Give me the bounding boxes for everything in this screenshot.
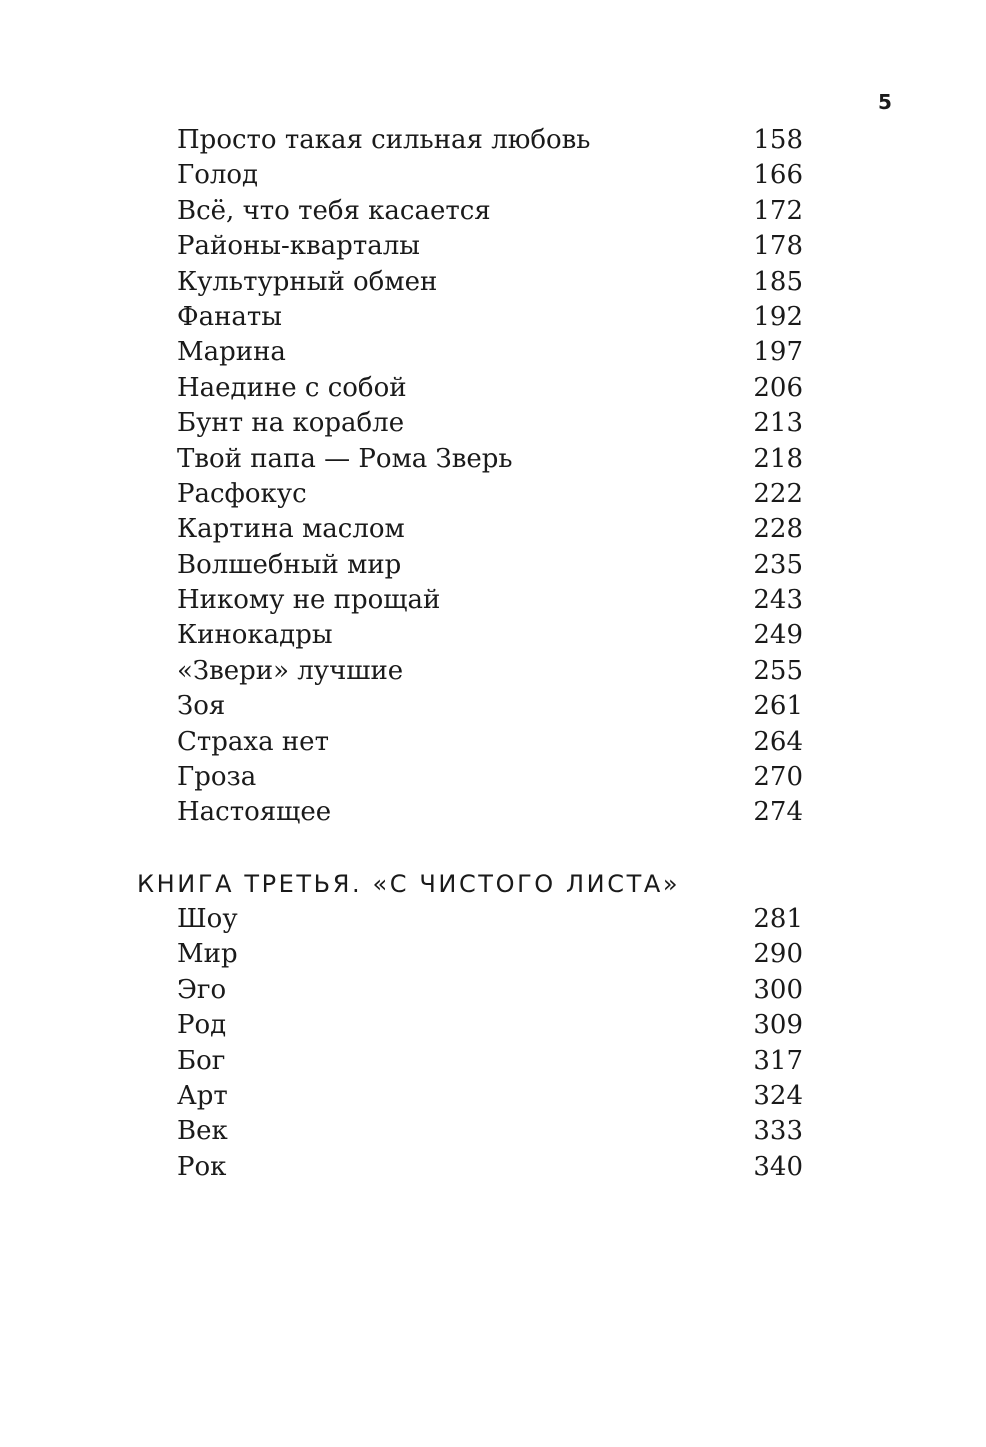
toc-entry (177, 123, 803, 158)
toc-entry-page-number: 228 (753, 514, 803, 545)
toc-entry-page-number: 172 (753, 195, 803, 226)
toc-entry-page-number: 281 (753, 904, 803, 934)
toc-entry-title: Всё, что тебя касается (177, 195, 491, 226)
toc-entry-title: Марина (177, 337, 286, 368)
toc-entry-page-number: 290 (753, 939, 803, 970)
toc-entry-title: Наедине с собой (177, 372, 407, 403)
toc-entry (177, 973, 803, 1008)
toc-entry (177, 1008, 803, 1043)
toc-entry-title: Никому не прощай (177, 585, 441, 616)
toc-entry (177, 512, 803, 547)
toc-entry-title: Мир (177, 939, 238, 970)
toc-entry-title: Голод (177, 160, 259, 191)
toc-entry (177, 371, 803, 406)
toc-entry-page-number: 300 (753, 974, 803, 1005)
toc-entry-title: Эго (177, 974, 227, 1005)
toc-entry (177, 548, 803, 583)
toc-entry-page-number: 197 (753, 337, 803, 368)
toc-entry-page-number: 340 (753, 1151, 803, 1182)
toc-entry-page-number: 178 (753, 231, 803, 262)
toc-entry-title: Настоящее (177, 797, 332, 828)
toc-entry-page-number: 243 (753, 585, 803, 616)
toc-entry-title: «Звери» лучшие (177, 655, 404, 686)
toc-entry-title: Районы-кварталы (177, 231, 420, 262)
toc-entry-page-number: 270 (753, 762, 803, 793)
toc-entry (177, 725, 803, 760)
toc-entry-page-number: 264 (753, 726, 803, 757)
toc-entry (177, 583, 803, 618)
page-number: 5 (878, 90, 892, 114)
toc-entry (177, 654, 803, 689)
toc-entry-page-number: 317 (753, 1045, 803, 1076)
toc-entry-page-number: 249 (753, 620, 803, 651)
toc-entry-title: Шоу (177, 904, 238, 934)
toc-entry (177, 1079, 803, 1114)
toc-entry (177, 406, 803, 441)
toc-entry-page-number: 166 (753, 160, 803, 191)
toc-entry (177, 618, 803, 653)
toc-entry (177, 477, 803, 512)
toc-entry (177, 265, 803, 300)
toc-entry-title: Страха нет (177, 726, 329, 757)
section-heading-book-three: КНИГА ТРЕТЬЯ. «С ЧИСТОГО ЛИСТА» (137, 870, 681, 898)
toc-entry-page-number: 255 (753, 655, 803, 686)
toc-entry (177, 1114, 803, 1149)
toc-entry-page-number: 261 (753, 691, 803, 722)
toc-entry-page-number: 218 (753, 443, 803, 474)
toc-entry (177, 689, 803, 724)
toc-entry-title: Гроза (177, 762, 257, 793)
toc-entry-title: Фанаты (177, 301, 282, 332)
toc-entry-page-number: 324 (753, 1080, 803, 1111)
toc-entry-title: Волшебный мир (177, 549, 402, 580)
toc-list-book-three (177, 902, 803, 1185)
toc-entry-page-number: 192 (753, 301, 803, 332)
toc-entry-title: Рок (177, 1151, 227, 1182)
toc-entry-title: Зоя (177, 691, 226, 722)
toc-entry-page-number: 235 (753, 549, 803, 580)
toc-entry (177, 229, 803, 264)
toc-entry-page-number: 158 (753, 125, 803, 155)
toc-entry-title: Просто такая сильная любовь (177, 125, 591, 155)
toc-entry-title: Век (177, 1116, 228, 1147)
toc-entry-title: Культурный обмен (177, 266, 438, 297)
toc-entry (177, 760, 803, 795)
toc-entry (177, 937, 803, 972)
toc-entry-title: Род (177, 1010, 227, 1041)
toc-entry-page-number: 309 (753, 1010, 803, 1041)
toc-entry (177, 795, 803, 830)
toc-entry (177, 1150, 803, 1185)
toc-entry-page-number: 213 (753, 408, 803, 439)
toc-entry (177, 1044, 803, 1079)
toc-entry (177, 442, 803, 477)
toc-entry-page-number: 222 (753, 478, 803, 509)
toc-list-part-two-continued (177, 123, 803, 831)
toc-entry-title: Арт (177, 1080, 228, 1111)
toc-entry-page-number: 274 (753, 797, 803, 828)
toc-entry-page-number: 206 (753, 372, 803, 403)
toc-entry-title: Твой папа — Рома Зверь (177, 443, 513, 474)
toc-entry-title: Расфокус (177, 478, 307, 509)
toc-entry (177, 902, 803, 937)
toc-entry (177, 300, 803, 335)
toc-entry-page-number: 185 (753, 266, 803, 297)
toc-entry-page-number: 333 (753, 1116, 803, 1147)
toc-entry-title: Бог (177, 1045, 226, 1076)
toc-entry-title: Картина маслом (177, 514, 405, 545)
toc-entry (177, 335, 803, 370)
toc-entry-title: Бунт на корабле (177, 408, 405, 439)
toc-entry (177, 194, 803, 229)
toc-entry (177, 158, 803, 193)
toc-entry-title: Кинокадры (177, 620, 333, 651)
